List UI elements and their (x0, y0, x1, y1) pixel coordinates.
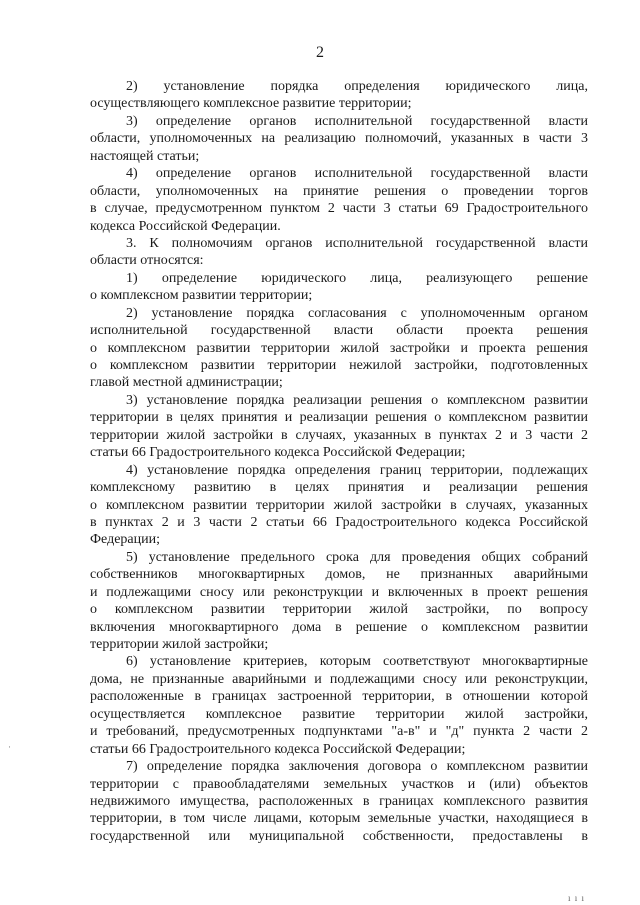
corner-mark: ı ı ı (568, 893, 586, 903)
text-line: главой местной администрации; (90, 375, 283, 391)
text-line: дома, не признанные аварийными и подлежащими сносу или реконструкции, (90, 671, 588, 687)
text-line: 3) установление порядка реализации решения о комплексном развитии (126, 392, 588, 408)
text-line: территории в целях принятия и реализации решения о комплексном развитии (90, 410, 588, 426)
text-line: территории жилой застройки; (90, 637, 269, 652)
text-line: в случае, предусмотренном пунктом 2 части 3 статьи 69 Градостроительного (90, 201, 588, 217)
text-line: области, уполномоченных на принятие решения о проведении торгов (90, 183, 588, 199)
text-line: статьи 66 Градостроительного кодекса Российской Федерации; (90, 445, 466, 461)
text-line: расположенные в границах застроенной территории, в отношении которой (90, 689, 588, 705)
text-line: о комплексном развитии территории; (90, 288, 313, 304)
text-line: государственной или муниципальной собственности, предоставлены в (90, 828, 588, 844)
text-line: исполнительной государственной власти области проекта решения (90, 323, 588, 339)
text-line: о комплексном развитии территории жилой застройки в случаях, указанных (90, 497, 588, 513)
text-line: включения многоквартирного дома в решение о комплексном развитии (90, 619, 588, 635)
text-line: территории с правообладателями земельных участков и (или) объектов (90, 776, 588, 792)
text-line: осуществляется комплексное развитие территории жилой застройки, (90, 706, 588, 722)
text-line: собственников многоквартирных домов, не признанных аварийными (90, 567, 588, 583)
text-line: 7) определение порядка заключения договора о комплексном развитии (126, 759, 588, 775)
text-line: 6) установление критериев, которым соответствуют многоквартирные (126, 654, 588, 670)
text-line: территории жилой застройки в случаях, указанных в пунктах 2 и 3 части 2 (90, 427, 588, 443)
text-line: о комплексном развитии территории жилой застройки, по вопросу (90, 602, 588, 618)
text-line: 4) определение органов исполнительной государственной власти (126, 166, 588, 182)
text-line: области относятся: (90, 253, 204, 269)
text-line: 3) определение органов исполнительной государственной власти (126, 113, 588, 129)
text-line: 4) установление порядка определения границ территории, подлежащих (126, 462, 588, 478)
page-number: 2 (316, 44, 324, 61)
text-line: о комплексном развитии территории жилой застройки и проекта решения (90, 340, 588, 356)
text-line: 1) определение юридического лица, реализующего решение (126, 270, 588, 286)
text-line: осуществляющего комплексное развитие территории; (90, 96, 412, 112)
document-body (90, 78, 588, 845)
text-line: территории, в том числе лицами, которым земельные участки, находящиеся в (90, 811, 588, 827)
text-line: 2) установление порядка определения юридического лица, (126, 79, 588, 94)
text-line: Федерации; (90, 532, 161, 548)
text-line: в пунктах 2 и 3 части 2 статьи 66 Градостроительного кодекса Российской (90, 514, 588, 530)
text-line: 3. К полномочиям органов исполнительной государственной власти (126, 235, 588, 251)
text-line: комплексному развитию в целях принятия и реализации решения (90, 480, 588, 496)
text-line: недвижимого имущества, расположенных в границах комплексного развития (90, 793, 588, 809)
text-line: о комплексном развитии территории нежилой застройки, подготовленных (90, 358, 588, 373)
text-line: 2) установление порядка согласования с уполномоченным органом (126, 305, 588, 321)
text-line: 5) установление предельного срока для проведения общих собраний (126, 549, 588, 565)
text-line: статьи 66 Градостроительного кодекса Российской Федерации; (90, 741, 466, 757)
text-line: кодекса Российской Федерации. (90, 218, 281, 234)
text-line: области, уполномоченных на реализацию полномочий, указанных в части 3 (90, 131, 588, 147)
text-line: настоящей статьи; (90, 148, 200, 164)
text-line: и требований, предусмотренных подпунктами "а-в" и "д" пункта 2 части 2 (90, 724, 588, 740)
text-line: и подлежащими сносу или реконструкции и включенных в проект решения (90, 584, 588, 600)
margin-mark: · (8, 742, 11, 752)
